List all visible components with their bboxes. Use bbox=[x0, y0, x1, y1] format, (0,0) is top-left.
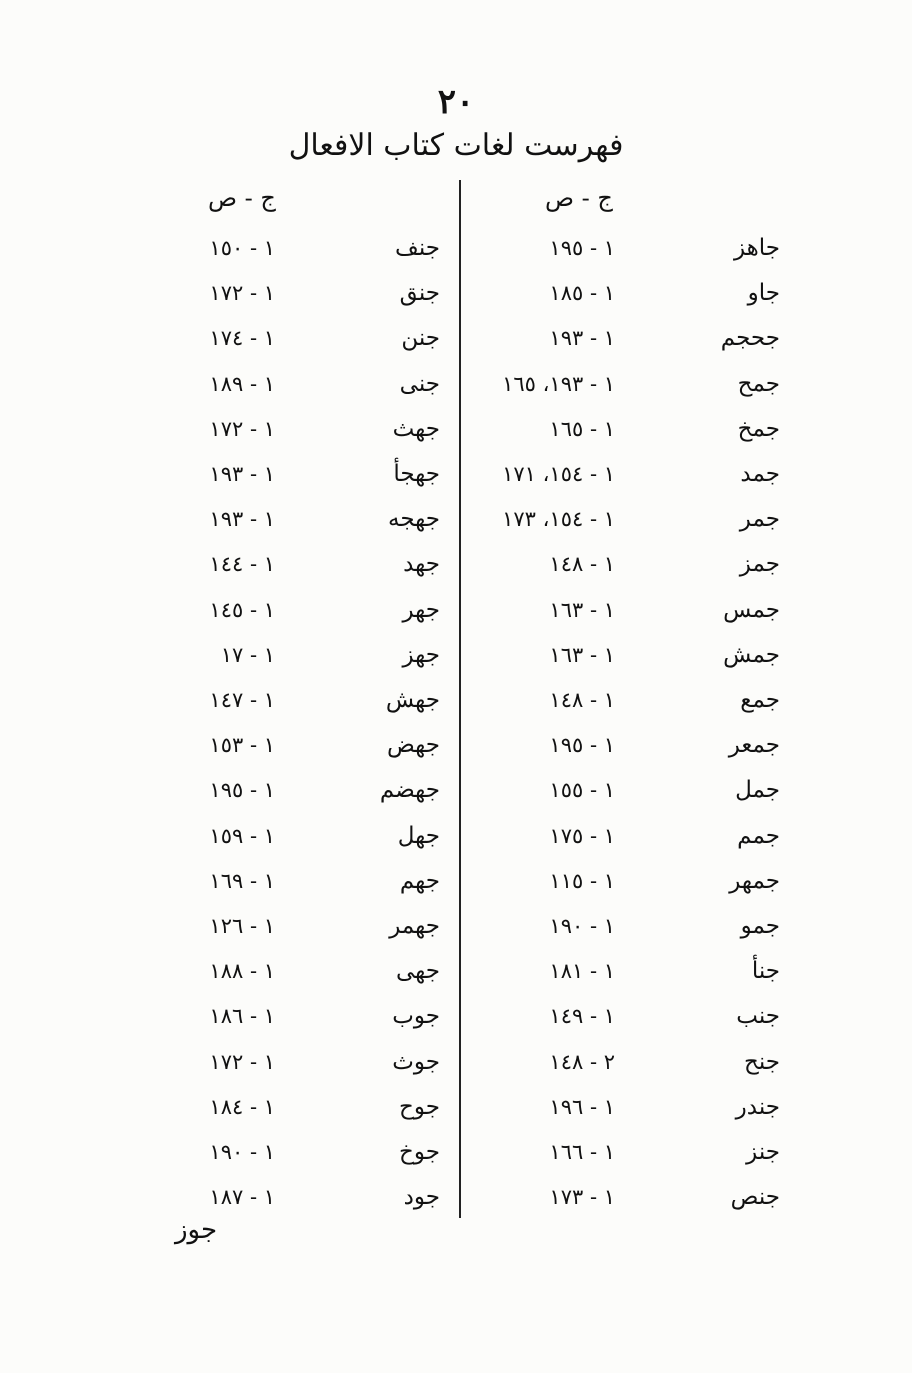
entry-page-reference: ١ - ١٧٣ bbox=[549, 1185, 615, 1210]
index-entry bbox=[160, 678, 450, 722]
page-number: ٢٠ bbox=[437, 82, 475, 122]
entry-page-reference: ١ - ١٨٦ bbox=[209, 1004, 275, 1029]
entry-page-reference: ١ - ١٨٩ bbox=[209, 371, 275, 396]
entry-page-reference: ١ - ١٤٩ bbox=[549, 1004, 615, 1029]
entry-word: جنى bbox=[399, 370, 440, 397]
entry-word: جود bbox=[403, 1184, 440, 1211]
entry-page-reference: ١ - ١٩٥ bbox=[209, 778, 275, 803]
entry-page-reference: ١ - ١٦٣ bbox=[549, 597, 615, 622]
entry-word: جهجأ bbox=[393, 461, 440, 487]
entry-page-reference: ١ - ١٧٢ bbox=[209, 281, 275, 306]
entry-word: جمو bbox=[740, 913, 780, 939]
entry-word: جنب bbox=[736, 1003, 780, 1030]
index-entry bbox=[470, 452, 800, 496]
entry-page-reference: ١ - ١٨٥ bbox=[549, 281, 615, 306]
entry-word: جمز bbox=[739, 551, 780, 578]
index-entry bbox=[470, 949, 800, 993]
entry-page-reference: ١ - ١٧ bbox=[220, 642, 275, 667]
index-entry bbox=[160, 1175, 450, 1219]
entry-page-reference: ١ - ١٥٠ bbox=[209, 236, 275, 260]
entry-page-reference: ١ - ١٦٦ bbox=[549, 1140, 615, 1164]
entry-page-reference: ١ - ١٩٠ bbox=[549, 914, 615, 938]
entry-page-reference: ١ - ١٥٣ bbox=[209, 733, 275, 758]
entry-word: جهضم bbox=[379, 777, 440, 804]
entry-page-reference: ١ - ١٩٥ bbox=[549, 236, 615, 260]
entry-word: جمل bbox=[735, 777, 780, 804]
entry-page-reference: ١ - ١٥٤، ١٧١ bbox=[502, 462, 615, 486]
entry-word: جنز bbox=[746, 1139, 780, 1165]
entry-page-reference: ١ - ١٤٤ bbox=[209, 552, 275, 577]
index-entry bbox=[160, 633, 450, 677]
entry-page-reference: ١ - ١٤٧ bbox=[209, 688, 275, 712]
index-entry bbox=[160, 1085, 450, 1129]
entry-word: جمس bbox=[723, 596, 780, 623]
catchword: جوز bbox=[175, 1215, 218, 1245]
entry-page-reference: ١ - ١٢٦ bbox=[209, 914, 275, 938]
entry-page-reference: ١ - ١٩٥ bbox=[549, 733, 615, 758]
entry-word: جنص bbox=[730, 1184, 780, 1211]
index-entry bbox=[470, 678, 800, 722]
entry-page-reference: ١ - ١٩٣ bbox=[549, 326, 615, 351]
index-entry bbox=[470, 407, 800, 451]
entry-word: جمخ bbox=[737, 415, 780, 442]
index-entry bbox=[160, 904, 450, 948]
entry-word: جهل bbox=[397, 822, 440, 849]
column-divider bbox=[459, 180, 461, 1218]
entry-page-reference: ١ - ١٥٥ bbox=[549, 778, 615, 803]
entry-page-reference: ١ - ١٤٨ bbox=[549, 688, 615, 712]
entry-word: جوح bbox=[399, 1093, 440, 1120]
entry-page-reference: ١ - ١٦٥ bbox=[549, 416, 615, 441]
left-column-header: ج - ص bbox=[208, 184, 276, 212]
entry-word: جمهر bbox=[729, 867, 780, 894]
entry-word: جهجه bbox=[388, 506, 440, 533]
index-entry bbox=[470, 316, 800, 360]
entry-word: جهر bbox=[402, 596, 440, 623]
index-entry bbox=[470, 1085, 800, 1129]
entry-word: جنق bbox=[399, 280, 440, 307]
index-entry bbox=[470, 904, 800, 948]
entry-word: جوث bbox=[392, 1048, 440, 1075]
entry-word: جوب bbox=[392, 1003, 440, 1030]
entry-page-reference: ١ - ١٩٣ bbox=[209, 462, 275, 486]
entry-page-reference: ١ - ١٩٣، ١٦٥ bbox=[502, 371, 615, 396]
entry-page-reference: ١ - ١٥٩ bbox=[209, 823, 275, 848]
entry-page-reference: ١ - ١٨٨ bbox=[209, 959, 275, 984]
index-entry bbox=[160, 407, 450, 451]
index-entry bbox=[470, 859, 800, 903]
index-entry bbox=[160, 768, 450, 812]
entry-word: جنف bbox=[395, 235, 440, 261]
entry-page-reference: ١ - ١١٥ bbox=[549, 868, 615, 893]
index-entry bbox=[160, 226, 450, 270]
entry-word: جوخ bbox=[399, 1139, 440, 1165]
index-entry bbox=[160, 542, 450, 586]
entry-word: جمعر bbox=[728, 732, 780, 759]
entry-word: جنن bbox=[401, 325, 440, 352]
index-entry bbox=[470, 497, 800, 541]
entry-word: جمح bbox=[737, 370, 780, 397]
entry-word: جمع bbox=[740, 687, 780, 713]
index-entry bbox=[160, 949, 450, 993]
index-entry bbox=[160, 452, 450, 496]
entry-page-reference: ١ - ١٤٥ bbox=[209, 597, 275, 622]
entry-page-reference: ١ - ١٥٤، ١٧٣ bbox=[502, 507, 615, 532]
entry-page-reference: ١ - ١٧٤ bbox=[209, 326, 275, 351]
entry-page-reference: ١ - ١٧٥ bbox=[549, 823, 615, 848]
index-entry bbox=[160, 994, 450, 1038]
entry-word: جهز bbox=[402, 641, 440, 668]
index-entry bbox=[160, 316, 450, 360]
index-entry bbox=[470, 542, 800, 586]
entry-word: جمد bbox=[740, 461, 780, 487]
entry-word: جهى bbox=[396, 958, 440, 985]
entry-page-reference: ١ - ١٦٣ bbox=[549, 642, 615, 667]
index-entry bbox=[160, 362, 450, 406]
index-entry bbox=[160, 271, 450, 315]
entry-word: جهمر bbox=[389, 913, 440, 939]
entry-page-reference: ١ - ١٨٧ bbox=[209, 1185, 275, 1210]
index-entry bbox=[470, 994, 800, 1038]
index-entry bbox=[160, 588, 450, 632]
entry-page-reference: ١ - ١٦٩ bbox=[209, 868, 275, 893]
index-entry bbox=[470, 271, 800, 315]
entry-page-reference: ٢ - ١٤٨ bbox=[549, 1049, 615, 1074]
entry-word: جهم bbox=[399, 867, 440, 894]
entry-word: جاو bbox=[747, 280, 780, 307]
index-entry bbox=[160, 497, 450, 541]
index-entry bbox=[470, 768, 800, 812]
index-entry bbox=[160, 814, 450, 858]
entry-page-reference: ١ - ١٨١ bbox=[549, 959, 615, 984]
entry-word: جنأ bbox=[751, 958, 780, 985]
entry-word: جنح bbox=[743, 1048, 780, 1075]
entry-word: جندر bbox=[735, 1093, 780, 1120]
entry-page-reference: ١ - ١٤٨ bbox=[549, 552, 615, 577]
entry-page-reference: ١ - ١٧٢ bbox=[209, 1049, 275, 1074]
index-entry bbox=[470, 1040, 800, 1084]
entry-page-reference: ١ - ١٨٤ bbox=[209, 1094, 275, 1119]
entry-word: جحجم bbox=[720, 325, 780, 352]
index-entry bbox=[470, 1175, 800, 1219]
index-entry bbox=[470, 723, 800, 767]
index-entry bbox=[160, 723, 450, 767]
entry-word: جمر bbox=[739, 506, 780, 533]
entry-word: جمش bbox=[723, 641, 780, 668]
index-entry bbox=[470, 362, 800, 406]
entry-word: جهش bbox=[385, 687, 440, 713]
index-entry bbox=[470, 633, 800, 677]
index-entry bbox=[470, 1130, 800, 1174]
right-column-header: ج - ص bbox=[545, 184, 613, 212]
entry-page-reference: ١ - ١٩٦ bbox=[549, 1094, 615, 1119]
entry-page-reference: ١ - ١٩٣ bbox=[209, 507, 275, 532]
entry-word: جهد bbox=[403, 551, 440, 578]
index-entry bbox=[470, 226, 800, 270]
entry-word: جاهز bbox=[733, 235, 780, 261]
entry-word: جمم bbox=[737, 822, 780, 849]
page-title: فهرست لغات كتاب الافعال bbox=[288, 128, 624, 163]
index-entry bbox=[470, 814, 800, 858]
entry-word: جهض bbox=[387, 732, 440, 759]
entry-word: جهث bbox=[392, 415, 440, 442]
index-entry bbox=[470, 588, 800, 632]
index-entry bbox=[160, 859, 450, 903]
index-entry bbox=[160, 1040, 450, 1084]
entry-page-reference: ١ - ١٧٢ bbox=[209, 416, 275, 441]
entry-page-reference: ١ - ١٩٠ bbox=[209, 1140, 275, 1164]
index-entry bbox=[160, 1130, 450, 1174]
